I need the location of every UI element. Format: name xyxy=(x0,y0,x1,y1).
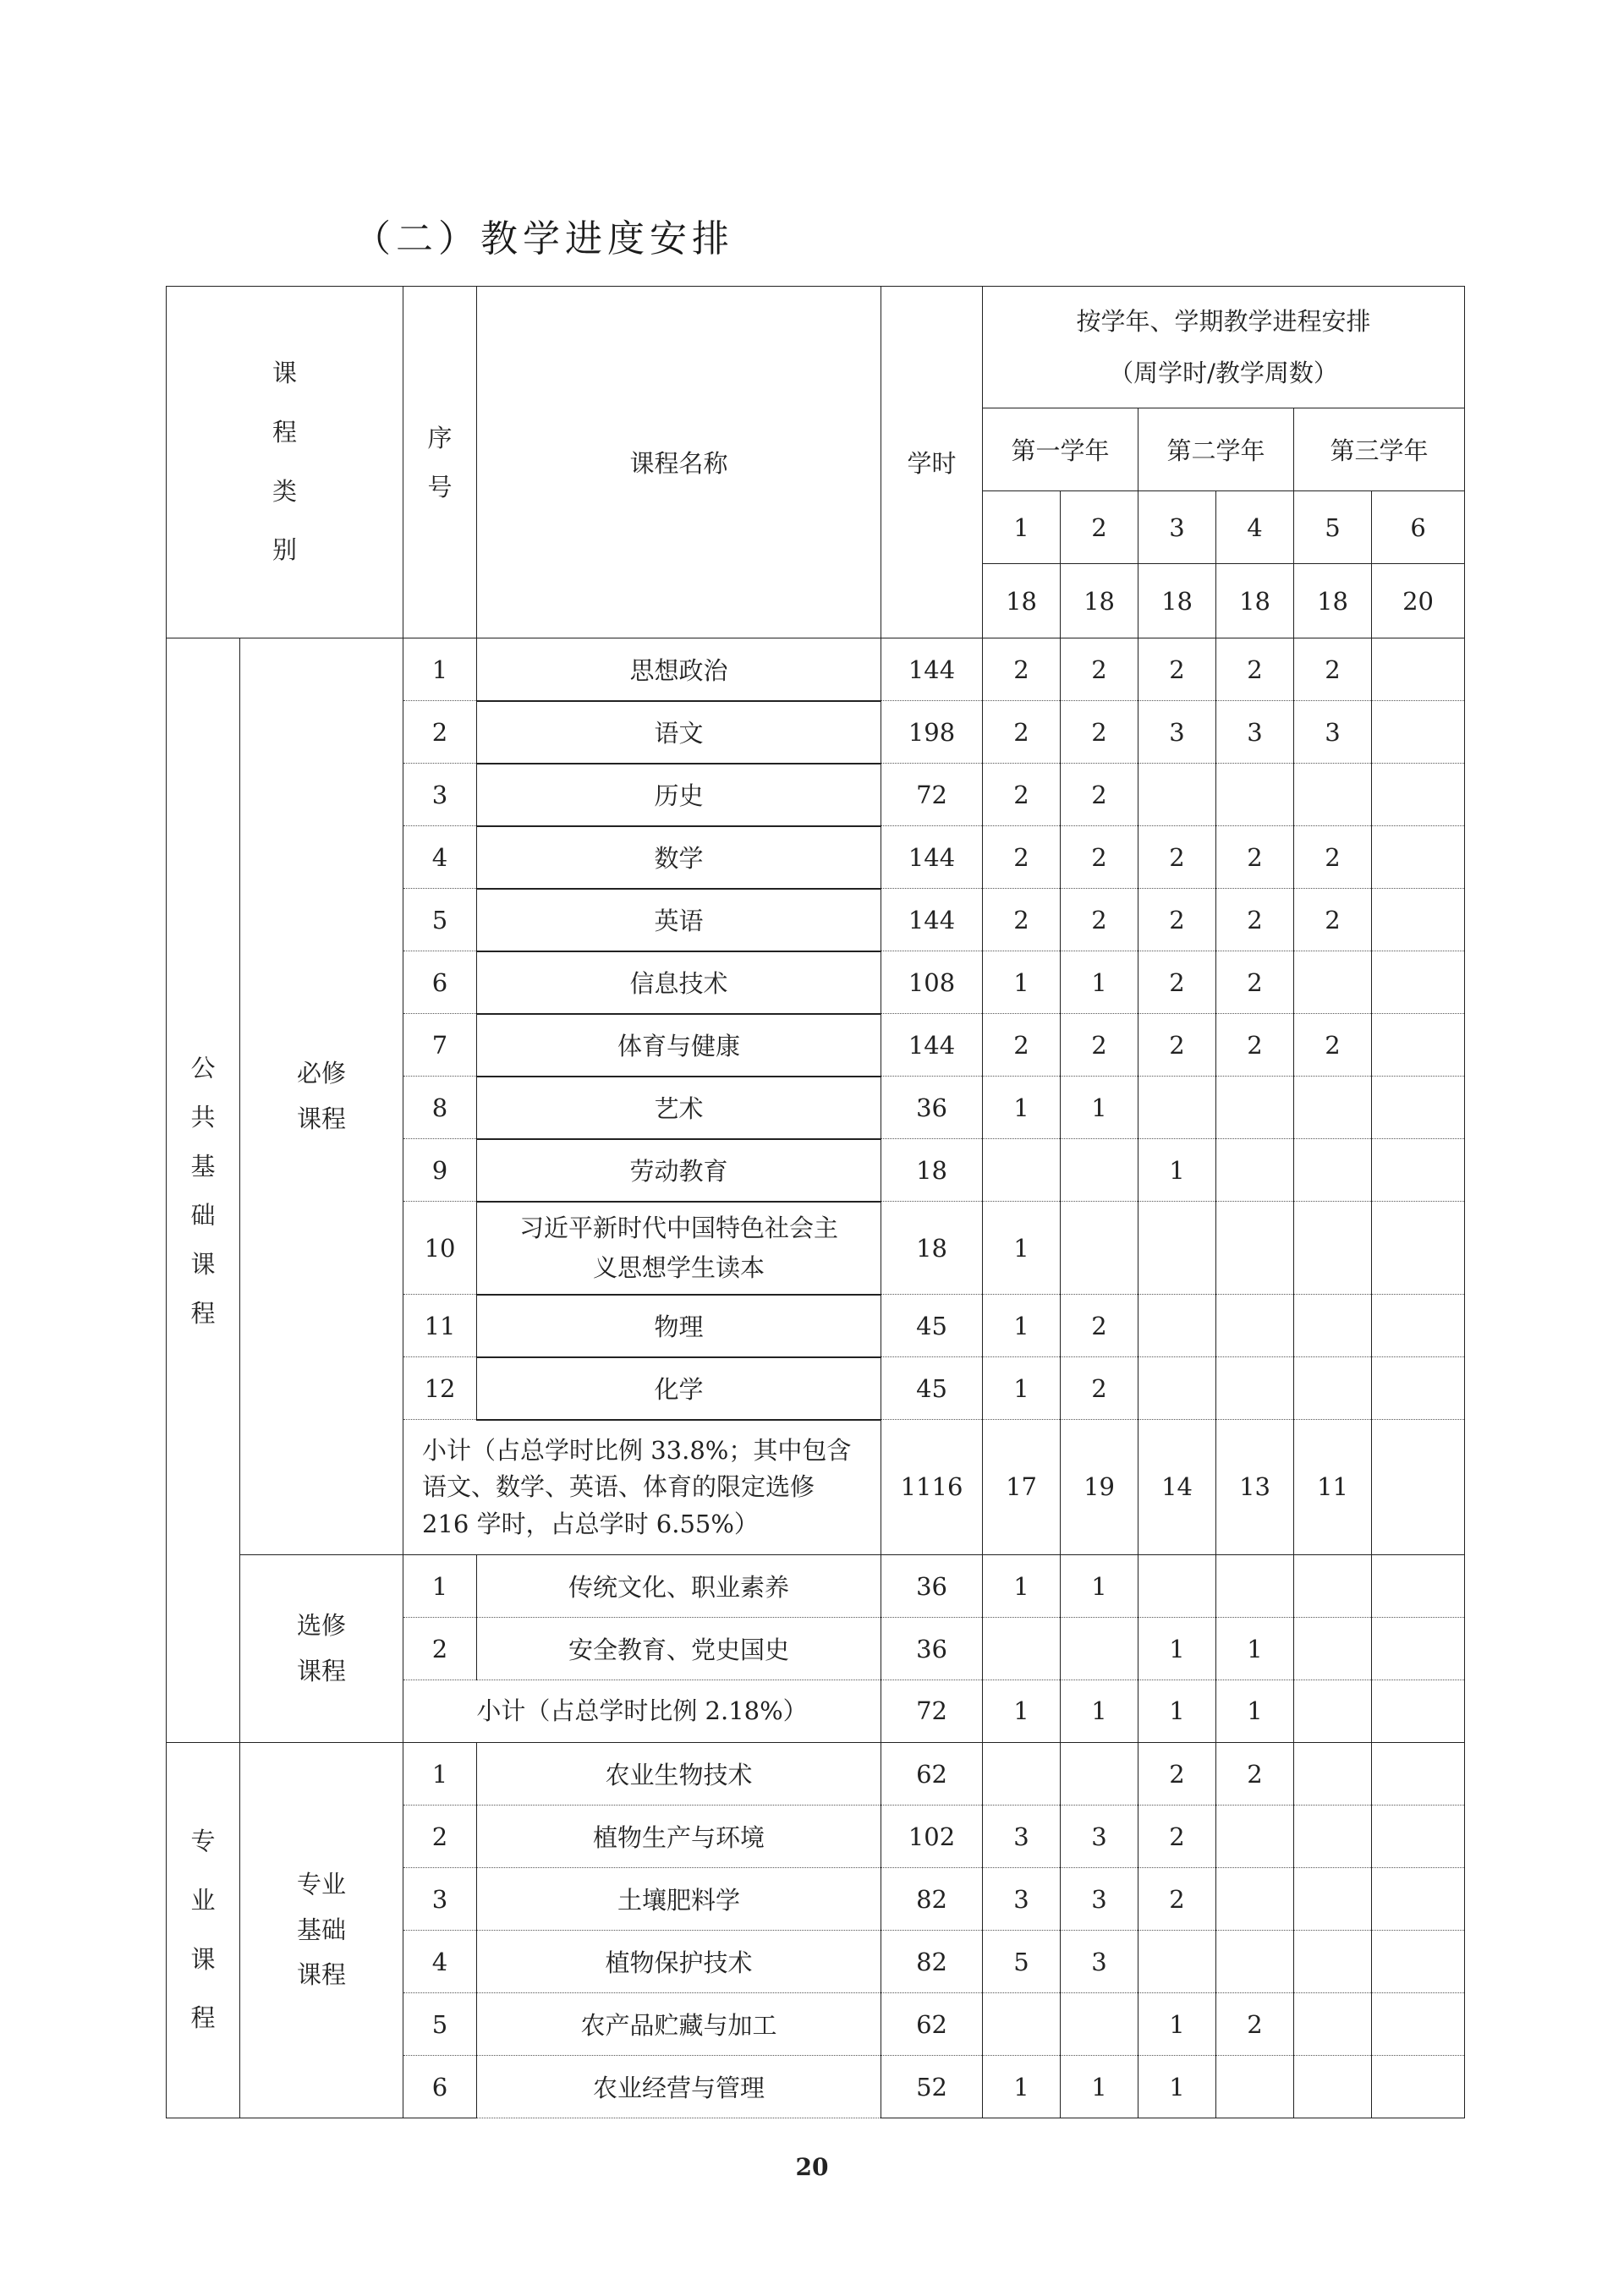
header-weeks: 18 xyxy=(1294,564,1372,638)
term-cell xyxy=(1372,1357,1465,1420)
seq-cell: 4 xyxy=(403,826,477,889)
header-seq: 序号 xyxy=(403,287,477,638)
term-cell xyxy=(1061,1139,1138,1202)
course-name-text: 劳动教育 xyxy=(629,1157,728,1186)
subtotal-term-cell xyxy=(1294,1680,1372,1743)
hours-cell: 18 xyxy=(881,1139,983,1202)
term-cell xyxy=(1372,1139,1465,1202)
term-cell xyxy=(1294,764,1372,826)
header-term: 6 xyxy=(1372,491,1465,564)
term-cell: 2 xyxy=(1061,1295,1138,1357)
term-cell: 1 xyxy=(983,951,1061,1014)
section-title: （二）教学进度安排 xyxy=(354,217,734,260)
hours-cell: 45 xyxy=(881,1357,983,1420)
term-cell xyxy=(1294,2056,1372,2118)
term-cell xyxy=(1294,1868,1372,1931)
subcategory-required-text: 必修课程 xyxy=(297,1058,347,1133)
header-term: 2 xyxy=(1061,491,1138,564)
term-cell: 2 xyxy=(1294,638,1372,701)
hours-cell: 102 xyxy=(881,1806,983,1868)
term-cell xyxy=(1138,1295,1216,1357)
term-cell: 2 xyxy=(1061,764,1138,826)
hours-cell: 144 xyxy=(881,1014,983,1077)
term-cell xyxy=(1061,1202,1138,1295)
seq-cell: 6 xyxy=(403,951,477,1014)
subtotal-term-cell: 14 xyxy=(1138,1420,1216,1555)
term-cell xyxy=(1138,1357,1216,1420)
term-cell xyxy=(1372,1295,1465,1357)
term-cell: 2 xyxy=(1216,826,1294,889)
schedule-title-line2: （周学时/教学周数） xyxy=(1109,358,1338,387)
header-term: 5 xyxy=(1294,491,1372,564)
subtotal-term-cell: 1 xyxy=(1138,1680,1216,1743)
subcategory-prof-base xyxy=(240,1743,403,2118)
term-cell: 2 xyxy=(983,1014,1061,1077)
term-cell: 2 xyxy=(983,701,1061,764)
term-cell xyxy=(1216,1139,1294,1202)
term-cell xyxy=(1216,1202,1294,1295)
subtotal-term-cell: 19 xyxy=(1061,1420,1138,1555)
seq-cell: 6 xyxy=(403,2056,477,2118)
term-cell: 3 xyxy=(983,1868,1061,1931)
seq-cell: 9 xyxy=(403,1139,477,1202)
header-weeks: 18 xyxy=(1216,564,1294,638)
term-cell xyxy=(1061,1618,1138,1680)
term-cell xyxy=(1216,1806,1294,1868)
term-cell xyxy=(1372,1743,1465,1806)
term-cell: 1 xyxy=(1061,1555,1138,1618)
course-name-cell: 安全教育、党史国史 xyxy=(477,1618,881,1680)
header-weeks: 18 xyxy=(1061,564,1138,638)
seq-cell: 1 xyxy=(403,1555,477,1618)
hours-cell: 45 xyxy=(881,1295,983,1357)
course-name-text: 物理 xyxy=(654,1312,704,1341)
term-cell: 1 xyxy=(1061,1077,1138,1139)
hours-cell: 62 xyxy=(881,1993,983,2056)
term-cell xyxy=(1216,1077,1294,1139)
term-cell xyxy=(1372,1618,1465,1680)
term-cell: 2 xyxy=(1216,889,1294,951)
term-cell: 2 xyxy=(983,638,1061,701)
category-professional-text: 专业课程 xyxy=(190,1827,216,2033)
course-name-cell: 农业经营与管理 xyxy=(477,2056,881,2118)
course-name-cell xyxy=(477,1139,881,1202)
hours-cell: 36 xyxy=(881,1077,983,1139)
hours-cell: 82 xyxy=(881,1868,983,1931)
term-cell: 1 xyxy=(1138,1618,1216,1680)
course-name-cell xyxy=(477,1014,881,1077)
course-name-cell xyxy=(477,1295,881,1357)
term-cell xyxy=(1216,1357,1294,1420)
term-cell: 2 xyxy=(1138,951,1216,1014)
header-year-2: 第二学年 xyxy=(1138,408,1294,491)
header-hours: 学时 xyxy=(881,287,983,638)
hours-cell: 72 xyxy=(881,764,983,826)
subcategory-required xyxy=(240,638,403,1555)
subtotal-term-cell: 1 xyxy=(1216,1680,1294,1743)
seq-cell: 10 xyxy=(403,1202,477,1295)
hours-cell: 52 xyxy=(881,2056,983,2118)
course-name-text: 艺术 xyxy=(654,1094,704,1123)
subtotal-term-cell: 13 xyxy=(1216,1420,1294,1555)
term-cell: 2 xyxy=(1216,1993,1294,2056)
term-cell xyxy=(983,1139,1061,1202)
course-name-cell xyxy=(477,826,881,889)
course-name-cell xyxy=(477,1077,881,1139)
subtotal-term-cell xyxy=(1372,1680,1465,1743)
term-cell xyxy=(1216,1295,1294,1357)
hours-cell: 36 xyxy=(881,1618,983,1680)
term-cell xyxy=(1294,951,1372,1014)
term-cell: 2 xyxy=(1061,1357,1138,1420)
table-row xyxy=(167,1743,1465,1806)
header-year-1: 第一学年 xyxy=(983,408,1138,491)
term-cell xyxy=(1372,1202,1465,1295)
term-cell xyxy=(1372,701,1465,764)
course-name-cell: 植物生产与环境 xyxy=(477,1806,881,1868)
course-name-cell xyxy=(477,889,881,951)
course-name-cell xyxy=(477,764,881,826)
term-cell xyxy=(1294,1806,1372,1868)
course-name-cell: 农产品贮藏与加工 xyxy=(477,1993,881,2056)
course-name-text: 信息技术 xyxy=(629,969,728,998)
term-cell xyxy=(1372,1868,1465,1931)
term-cell: 2 xyxy=(1216,951,1294,1014)
term-cell xyxy=(1216,1931,1294,1993)
term-cell xyxy=(1138,1555,1216,1618)
term-cell xyxy=(1138,1077,1216,1139)
subtotal-term-cell: 11 xyxy=(1294,1420,1372,1555)
header-term: 1 xyxy=(983,491,1061,564)
term-cell: 2 xyxy=(1216,638,1294,701)
header-weeks: 18 xyxy=(1138,564,1216,638)
subcategory-elective-text: 选修课程 xyxy=(297,1610,347,1685)
term-cell xyxy=(1372,1931,1465,1993)
term-cell xyxy=(983,1993,1061,2056)
course-name-cell: 农业生物技术 xyxy=(477,1743,881,1806)
term-cell xyxy=(1138,764,1216,826)
subtotal-term-cell: 1 xyxy=(983,1680,1061,1743)
term-cell xyxy=(1216,2056,1294,2118)
term-cell xyxy=(1372,1993,1465,2056)
term-cell: 2 xyxy=(1061,701,1138,764)
term-cell: 2 xyxy=(1216,1743,1294,1806)
seq-cell: 4 xyxy=(403,1931,477,1993)
seq-cell: 8 xyxy=(403,1077,477,1139)
term-cell xyxy=(1138,1931,1216,1993)
subtotal-term-cell: 1 xyxy=(1061,1680,1138,1743)
term-cell: 1 xyxy=(1216,1618,1294,1680)
subcategory-prof-base-text: 专业基础课程 xyxy=(297,1870,347,1990)
term-cell xyxy=(1216,764,1294,826)
term-cell xyxy=(983,1743,1061,1806)
seq-cell: 3 xyxy=(403,764,477,826)
term-cell xyxy=(1372,1077,1465,1139)
term-cell xyxy=(1061,1743,1138,1806)
header-category: 课程类别 xyxy=(167,287,403,638)
term-cell xyxy=(1372,951,1465,1014)
term-cell xyxy=(1294,1139,1372,1202)
subcategory-elective xyxy=(240,1555,403,1743)
term-cell xyxy=(1372,638,1465,701)
term-cell: 1 xyxy=(983,2056,1061,2118)
term-cell: 2 xyxy=(1061,638,1138,701)
term-cell xyxy=(1138,1202,1216,1295)
term-cell: 5 xyxy=(983,1931,1061,1993)
term-cell: 2 xyxy=(983,764,1061,826)
term-cell: 2 xyxy=(1061,826,1138,889)
course-name-cell xyxy=(477,638,881,701)
course-name-cell xyxy=(477,1202,881,1295)
course-name-cell xyxy=(477,1357,881,1420)
header-schedule-title xyxy=(983,287,1465,408)
header-weeks: 18 xyxy=(983,564,1061,638)
term-cell: 2 xyxy=(1294,889,1372,951)
term-cell: 2 xyxy=(1138,1868,1216,1931)
seq-cell: 5 xyxy=(403,889,477,951)
term-cell xyxy=(1294,1077,1372,1139)
header-year-3: 第三学年 xyxy=(1294,408,1465,491)
header-course-name: 课程名称 xyxy=(477,287,881,638)
term-cell xyxy=(1216,1555,1294,1618)
course-name-cell xyxy=(477,701,881,764)
hours-cell: 144 xyxy=(881,889,983,951)
course-name-cell: 土壤肥料学 xyxy=(477,1868,881,1931)
term-cell: 2 xyxy=(1138,638,1216,701)
course-name-text: 体育与健康 xyxy=(617,1032,741,1060)
term-cell: 1 xyxy=(983,1077,1061,1139)
term-cell xyxy=(1294,1993,1372,2056)
header-weeks: 20 xyxy=(1372,564,1465,638)
term-cell: 3 xyxy=(1294,701,1372,764)
term-cell xyxy=(1294,1931,1372,1993)
hours-cell: 144 xyxy=(881,826,983,889)
course-name-text: 历史 xyxy=(654,781,704,810)
schedule-title-line1: 按学年、学期教学进程安排 xyxy=(1076,306,1371,336)
term-cell xyxy=(1372,1014,1465,1077)
term-cell xyxy=(1372,826,1465,889)
table-body xyxy=(167,638,1465,2118)
seq-cell: 5 xyxy=(403,1993,477,2056)
term-cell: 3 xyxy=(1138,701,1216,764)
term-cell: 2 xyxy=(1138,826,1216,889)
term-cell: 1 xyxy=(1061,2056,1138,2118)
term-cell: 2 xyxy=(1138,1014,1216,1077)
term-cell: 2 xyxy=(1061,889,1138,951)
term-cell: 1 xyxy=(983,1202,1061,1295)
term-cell: 3 xyxy=(1061,1868,1138,1931)
category-public-text: 公共基础课程 xyxy=(190,1053,216,1328)
seq-cell: 3 xyxy=(403,1868,477,1931)
hours-cell: 144 xyxy=(881,638,983,701)
term-cell: 2 xyxy=(983,826,1061,889)
term-cell: 2 xyxy=(1138,1806,1216,1868)
term-cell: 3 xyxy=(1216,701,1294,764)
term-cell xyxy=(1294,1295,1372,1357)
seq-cell: 1 xyxy=(403,638,477,701)
term-cell xyxy=(1294,1357,1372,1420)
hours-cell: 62 xyxy=(881,1743,983,1806)
course-name-cell: 传统文化、职业素养 xyxy=(477,1555,881,1618)
course-name-text: 数学 xyxy=(654,844,704,873)
table-row xyxy=(167,1555,1465,1618)
term-cell: 1 xyxy=(1138,2056,1216,2118)
term-cell xyxy=(1372,1555,1465,1618)
term-cell: 3 xyxy=(1061,1806,1138,1868)
header-term: 4 xyxy=(1216,491,1294,564)
term-cell: 3 xyxy=(983,1806,1061,1868)
term-cell xyxy=(1216,1868,1294,1931)
seq-cell: 2 xyxy=(403,701,477,764)
term-cell xyxy=(1372,764,1465,826)
term-cell xyxy=(1372,1806,1465,1868)
subtotal-hours: 72 xyxy=(881,1680,983,1743)
header-term: 3 xyxy=(1138,491,1216,564)
term-cell xyxy=(1372,889,1465,951)
hours-cell: 18 xyxy=(881,1202,983,1295)
course-name-text: 语文 xyxy=(654,719,704,748)
term-cell: 3 xyxy=(1061,1931,1138,1993)
category-professional xyxy=(167,1743,240,2118)
term-cell: 2 xyxy=(1138,889,1216,951)
term-cell: 2 xyxy=(1138,1743,1216,1806)
subtotal-term-cell: 17 xyxy=(983,1420,1061,1555)
term-cell xyxy=(1294,1202,1372,1295)
term-cell xyxy=(1294,1555,1372,1618)
seq-cell: 11 xyxy=(403,1295,477,1357)
term-cell xyxy=(983,1618,1061,1680)
term-cell xyxy=(1294,1618,1372,1680)
term-cell xyxy=(1061,1993,1138,2056)
term-cell: 1 xyxy=(983,1555,1061,1618)
subtotal-label: 小计（占总学时比例 2.18%） xyxy=(403,1680,881,1743)
term-cell xyxy=(1294,1743,1372,1806)
course-name-text: 英语 xyxy=(654,907,704,935)
term-cell: 1 xyxy=(983,1357,1061,1420)
subtotal-hours: 1116 xyxy=(881,1420,983,1555)
subtotal-term-cell xyxy=(1372,1420,1465,1555)
term-cell: 1 xyxy=(1138,1993,1216,2056)
term-cell: 2 xyxy=(983,889,1061,951)
course-name-cell xyxy=(477,951,881,1014)
subtotal-label-text: 小计（占总学时比例 33.8%；其中包含语文、数学、英语、体育的限定选修 216 学时，占总学时 6.55%） xyxy=(422,1435,852,1538)
teaching-schedule-table xyxy=(166,286,1465,2118)
hours-cell: 82 xyxy=(881,1931,983,1993)
page-number: 20 xyxy=(795,2153,829,2181)
table-header xyxy=(167,287,1465,638)
course-name-text: 习近平新时代中国特色社会主义思想学生读本 xyxy=(519,1214,839,1282)
course-name-text: 思想政治 xyxy=(629,655,728,685)
term-cell: 1 xyxy=(983,1295,1061,1357)
course-name-cell: 植物保护技术 xyxy=(477,1931,881,1993)
hours-cell: 108 xyxy=(881,951,983,1014)
term-cell: 1 xyxy=(1061,951,1138,1014)
term-cell: 2 xyxy=(1216,1014,1294,1077)
course-name-text: 化学 xyxy=(654,1375,704,1404)
hours-cell: 198 xyxy=(881,701,983,764)
seq-cell: 1 xyxy=(403,1743,477,1806)
category-public xyxy=(167,638,240,1743)
term-cell: 2 xyxy=(1294,826,1372,889)
subtotal-label xyxy=(403,1420,881,1555)
term-cell: 2 xyxy=(1294,1014,1372,1077)
hours-cell: 36 xyxy=(881,1555,983,1618)
seq-cell: 2 xyxy=(403,1806,477,1868)
seq-cell: 12 xyxy=(403,1357,477,1420)
seq-cell: 7 xyxy=(403,1014,477,1077)
term-cell: 1 xyxy=(1138,1139,1216,1202)
seq-cell: 2 xyxy=(403,1618,477,1680)
table-row xyxy=(167,638,1465,701)
term-cell xyxy=(1372,2056,1465,2118)
term-cell: 2 xyxy=(1061,1014,1138,1077)
